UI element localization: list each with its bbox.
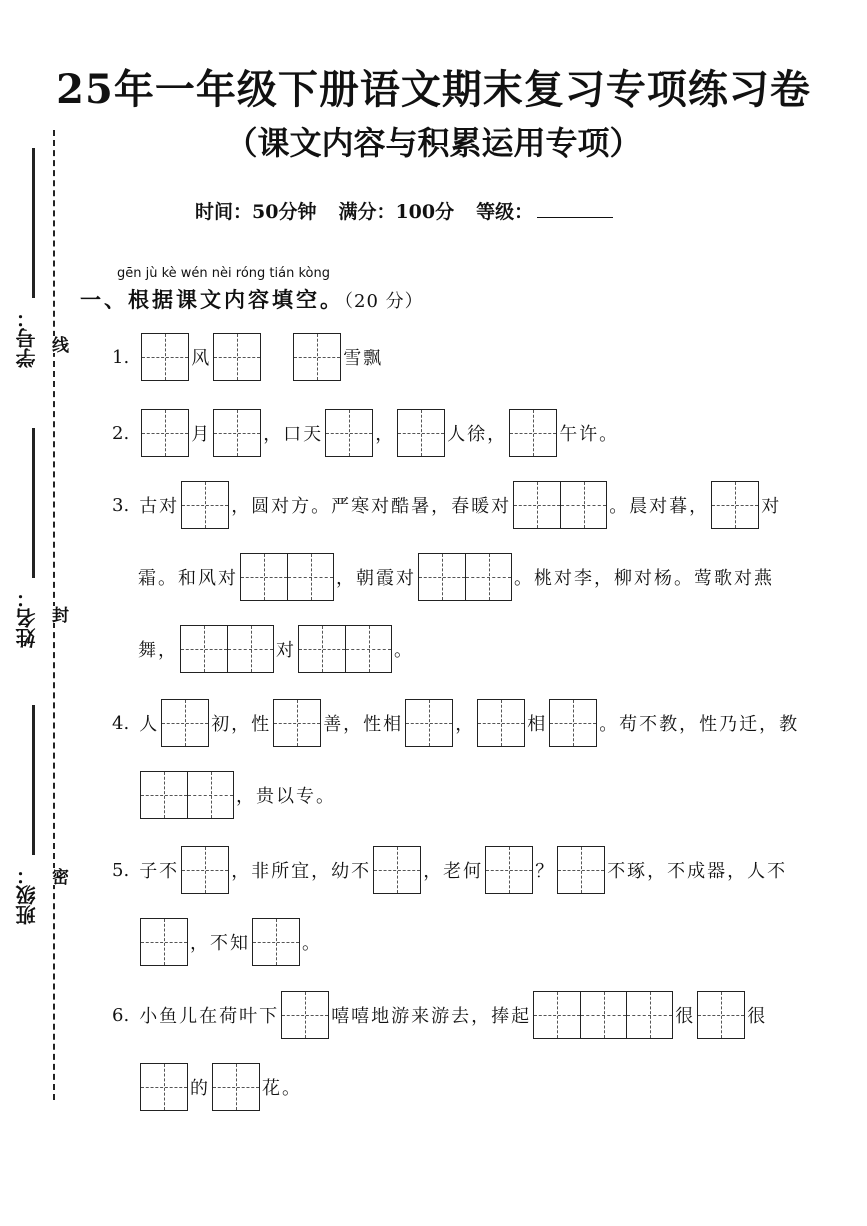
mark-line: 线 <box>46 336 71 353</box>
name-label: 姓名： <box>15 588 39 648</box>
answer-box[interactable] <box>213 333 261 381</box>
question-text: 的 <box>190 1078 210 1099</box>
question-number: 3. <box>112 494 130 516</box>
page-subtitle: （课文内容与积累运用专项） <box>225 124 642 162</box>
answer-box[interactable] <box>212 1063 260 1111</box>
class-line <box>32 705 35 855</box>
question-5-line-2 <box>138 917 322 967</box>
question-text: 很 <box>675 1006 696 1027</box>
question-4-line-1 <box>112 698 799 748</box>
answer-box[interactable] <box>213 409 261 457</box>
answer-box[interactable] <box>325 409 373 457</box>
question-text: 风 <box>191 348 212 369</box>
question-text: 霜。和风对 <box>138 568 238 589</box>
question-text: ， <box>375 424 396 445</box>
answer-box[interactable] <box>281 991 329 1039</box>
page-title: 25年一年级下册语文期末复习专项练习卷 <box>56 66 811 113</box>
answer-box[interactable] <box>293 333 341 381</box>
question-text: ，非所宜，幼不 <box>231 861 372 882</box>
question-text: ，贵以专。 <box>236 786 336 807</box>
question-text: 相 <box>527 714 548 735</box>
student-no-label: 学号： <box>15 308 39 368</box>
mark-seal: 封 <box>46 606 71 623</box>
exam-meta <box>195 197 613 224</box>
question-6-line-2 <box>138 1062 302 1112</box>
class-label: 班级： <box>15 865 39 925</box>
question-text: ？ <box>535 861 556 882</box>
answer-box[interactable] <box>711 481 759 529</box>
answer-box[interactable] <box>140 771 234 819</box>
answer-box[interactable] <box>513 481 607 529</box>
time-label: 时间：50分钟 <box>195 201 317 223</box>
question-text: 午许。 <box>559 424 620 445</box>
question-text: 。 <box>302 933 322 954</box>
mark-secret: 密 <box>46 868 71 885</box>
question-number: 6. <box>112 1004 130 1026</box>
question-4-line-2 <box>138 770 336 820</box>
answer-box[interactable] <box>252 918 300 966</box>
full-score-label: 满分：100分 <box>338 201 455 223</box>
answer-box[interactable] <box>373 846 421 894</box>
answer-box[interactable] <box>533 991 673 1039</box>
question-text: ，口天 <box>263 424 324 445</box>
question-text: 。苟不教，性乃迁，教 <box>599 714 800 735</box>
name-line <box>32 428 35 578</box>
section-title: 一、根据课文内容填空。 <box>80 287 344 312</box>
question-text: 古对 <box>139 496 180 517</box>
question-text: 很 <box>747 1006 768 1027</box>
answer-box[interactable] <box>557 846 605 894</box>
question-text: 人 <box>139 714 160 735</box>
answer-box[interactable] <box>181 481 229 529</box>
section-pinyin: gēn jù kè wén nèi róng tián kòng <box>117 266 330 281</box>
answer-box[interactable] <box>273 699 321 747</box>
question-text: 人徐， <box>447 424 508 445</box>
answer-box[interactable] <box>240 553 334 601</box>
question-2 <box>112 408 619 458</box>
question-6-line-1 <box>112 990 767 1040</box>
answer-box[interactable] <box>140 918 188 966</box>
question-text: 雪飘 <box>343 348 384 369</box>
question-text: 。晨对暮， <box>609 496 710 517</box>
question-text: 花。 <box>262 1078 302 1099</box>
question-3-line-2 <box>138 552 774 602</box>
question-3-line-3 <box>138 624 414 674</box>
question-text: 子不 <box>139 861 180 882</box>
question-text: 对 <box>276 640 296 661</box>
section-points: （20 分） <box>344 291 424 312</box>
answer-box[interactable] <box>181 846 229 894</box>
answer-box[interactable] <box>485 846 533 894</box>
answer-box[interactable] <box>161 699 209 747</box>
question-text: ，不知 <box>190 933 250 954</box>
answer-box[interactable] <box>477 699 525 747</box>
answer-box[interactable] <box>397 409 445 457</box>
answer-box[interactable] <box>141 333 189 381</box>
answer-box[interactable] <box>140 1063 188 1111</box>
question-text: 初，性 <box>211 714 272 735</box>
answer-box[interactable] <box>298 625 392 673</box>
student-no-line <box>32 148 35 298</box>
question-text: 善，性相 <box>323 714 404 735</box>
question-text: 。 <box>394 640 414 661</box>
question-text: 。桃对李，柳对杨。莺歌对燕 <box>514 568 774 589</box>
question-number: 5. <box>112 859 130 881</box>
question-1 <box>112 332 383 382</box>
grade-label: 等级： <box>476 201 534 223</box>
question-text: ，朝霞对 <box>336 568 416 589</box>
answer-box[interactable] <box>509 409 557 457</box>
question-text: ，老何 <box>423 861 484 882</box>
question-number: 1. <box>112 346 130 368</box>
question-3-line-1 <box>112 480 781 530</box>
question-number: 2. <box>112 422 130 444</box>
answer-box[interactable] <box>418 553 512 601</box>
answer-box[interactable] <box>180 625 274 673</box>
section-heading <box>80 284 424 314</box>
question-text: 舞， <box>138 640 178 661</box>
question-number: 4. <box>112 712 130 734</box>
question-text: 对 <box>761 496 782 517</box>
question-5-line-1 <box>112 845 787 895</box>
question-text: 不琢，不成器，人不 <box>607 861 788 882</box>
question-text: 嘻嘻地游来游去，捧起 <box>331 1006 532 1027</box>
question-text: 月 <box>191 424 212 445</box>
answer-box[interactable] <box>697 991 745 1039</box>
grade-blank[interactable] <box>537 201 613 218</box>
question-text: ，圆对方。严寒对酷暑，春暖对 <box>231 496 512 517</box>
answer-box[interactable] <box>405 699 453 747</box>
question-text: ， <box>455 714 476 735</box>
question-text: 小鱼儿在荷叶下 <box>139 1006 280 1027</box>
answer-box[interactable] <box>141 409 189 457</box>
answer-box[interactable] <box>549 699 597 747</box>
